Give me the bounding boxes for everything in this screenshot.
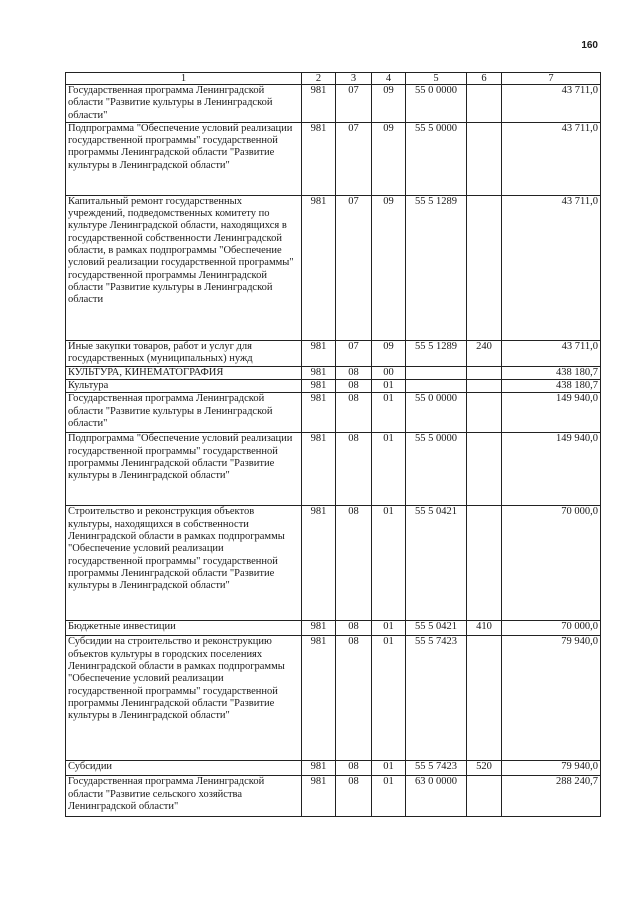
table-row [66, 621, 601, 636]
row-name: Государственная программа Ленинградской области "Развитие сельского хозяйства Ленинградской области" [66, 776, 302, 817]
cell-expense-type: 410 [467, 621, 502, 636]
cell-section: 08 [336, 776, 372, 817]
cell-amount: 70 000,0 [502, 621, 601, 636]
cell-target-item: 63 0 0000 [406, 776, 467, 817]
cell-expense-type [467, 85, 502, 123]
cell-expense-type [467, 380, 502, 393]
cell-expense-type [467, 636, 502, 761]
cell-amount: 438 180,7 [502, 366, 601, 379]
cell-subsection: 01 [372, 636, 406, 761]
cell-admin-code: 981 [302, 85, 336, 123]
cell-section: 07 [336, 122, 372, 195]
table-row [66, 122, 601, 195]
cell-target-item [406, 380, 467, 393]
cell-subsection: 09 [372, 122, 406, 195]
budget-table [65, 72, 601, 817]
cell-amount: 79 940,0 [502, 761, 601, 776]
cell-section: 07 [336, 195, 372, 340]
table-row [66, 761, 601, 776]
cell-subsection: 01 [372, 776, 406, 817]
cell-target-item: 55 5 0421 [406, 621, 467, 636]
cell-expense-type: 520 [467, 761, 502, 776]
cell-amount: 43 711,0 [502, 340, 601, 366]
cell-target-item: 55 5 7423 [406, 636, 467, 761]
cell-admin-code: 981 [302, 506, 336, 621]
table-row [66, 85, 601, 123]
row-name: Иные закупки товаров, работ и услуг для государственных (муниципальных) нужд [66, 340, 302, 366]
cell-subsection: 01 [372, 393, 406, 433]
table-row [66, 366, 601, 379]
header-cell: 2 [302, 73, 336, 85]
cell-admin-code: 981 [302, 340, 336, 366]
cell-admin-code: 981 [302, 621, 336, 636]
cell-section: 08 [336, 433, 372, 506]
table-row [66, 195, 601, 340]
cell-amount: 288 240,7 [502, 776, 601, 817]
row-name: Бюджетные инвестиции [66, 621, 302, 636]
cell-subsection: 09 [372, 340, 406, 366]
header-cell: 3 [336, 73, 372, 85]
cell-amount: 70 000,0 [502, 506, 601, 621]
cell-target-item: 55 0 0000 [406, 393, 467, 433]
page-number: 160 [581, 40, 598, 51]
row-name: Культура [66, 380, 302, 393]
cell-subsection: 09 [372, 195, 406, 340]
cell-amount: 43 711,0 [502, 195, 601, 340]
row-name: Подпрограмма "Обеспечение условий реализации государственной программы" государственной программы Ленинградской области "Развитие культуры в Ленинградской области" [66, 122, 302, 195]
table-row [66, 393, 601, 433]
cell-expense-type [467, 506, 502, 621]
cell-amount: 438 180,7 [502, 380, 601, 393]
cell-target-item: 55 5 1289 [406, 340, 467, 366]
table-row [66, 636, 601, 761]
cell-subsection: 01 [372, 506, 406, 621]
table-row [66, 433, 601, 506]
cell-target-item: 55 0 0000 [406, 85, 467, 123]
cell-section: 08 [336, 380, 372, 393]
cell-amount: 79 940,0 [502, 636, 601, 761]
cell-target-item [406, 366, 467, 379]
cell-admin-code: 981 [302, 636, 336, 761]
cell-target-item: 55 5 0000 [406, 433, 467, 506]
header-cell: 6 [467, 73, 502, 85]
cell-target-item: 55 5 1289 [406, 195, 467, 340]
cell-subsection: 01 [372, 761, 406, 776]
cell-admin-code: 981 [302, 761, 336, 776]
header-cell: 7 [502, 73, 601, 85]
cell-section: 08 [336, 366, 372, 379]
table-row [66, 776, 601, 817]
cell-amount: 43 711,0 [502, 122, 601, 195]
cell-section: 08 [336, 506, 372, 621]
row-name: Капитальный ремонт государственных учреждений, подведомственных комитету по культуре Ленинградской области, находящихся в государственной собственности Ленинградской области, в рамках подпрограммы "Обеспечение условий реализации государственной программы" государственной программы Ленинградской области "Развитие культуры в Ленинградской области [66, 195, 302, 340]
cell-expense-type [467, 366, 502, 379]
cell-target-item: 55 5 0421 [406, 506, 467, 621]
cell-expense-type [467, 393, 502, 433]
header-cell: 4 [372, 73, 406, 85]
cell-subsection: 00 [372, 366, 406, 379]
cell-target-item: 55 5 7423 [406, 761, 467, 776]
row-name: Государственная программа Ленинградской области "Развитие культуры в Ленинградской области" [66, 85, 302, 123]
cell-expense-type [467, 195, 502, 340]
header-cell: 5 [406, 73, 467, 85]
cell-admin-code: 981 [302, 195, 336, 340]
row-name: Государственная программа Ленинградской области "Развитие культуры в Ленинградской области" [66, 393, 302, 433]
table-row [66, 380, 601, 393]
row-name: Субсидии на строительство и реконструкцию объектов культуры в городских поселениях Ленинградской области в рамках подпрограммы "Обеспечение условий реализации государственной программы" государственной программы Ленинградской области "Развитие культуры в Ленинградской области" [66, 636, 302, 761]
table-row [66, 506, 601, 621]
cell-section: 07 [336, 85, 372, 123]
cell-amount: 43 711,0 [502, 85, 601, 123]
cell-admin-code: 981 [302, 433, 336, 506]
cell-section: 08 [336, 393, 372, 433]
cell-expense-type [467, 122, 502, 195]
cell-subsection: 09 [372, 85, 406, 123]
cell-section: 08 [336, 761, 372, 776]
cell-expense-type: 240 [467, 340, 502, 366]
cell-section: 08 [336, 621, 372, 636]
cell-amount: 149 940,0 [502, 393, 601, 433]
cell-subsection: 01 [372, 380, 406, 393]
cell-section: 08 [336, 636, 372, 761]
cell-admin-code: 981 [302, 380, 336, 393]
cell-amount: 149 940,0 [502, 433, 601, 506]
row-name: Подпрограмма "Обеспечение условий реализации государственной программы" государственной программы Ленинградской области "Развитие культуры в Ленинградской области" [66, 433, 302, 506]
row-name: Субсидии [66, 761, 302, 776]
cell-subsection: 01 [372, 621, 406, 636]
cell-subsection: 01 [372, 433, 406, 506]
cell-target-item: 55 5 0000 [406, 122, 467, 195]
cell-admin-code: 981 [302, 366, 336, 379]
table-header-row [66, 73, 601, 85]
row-name: КУЛЬТУРА, КИНЕМАТОГРАФИЯ [66, 366, 302, 379]
cell-expense-type [467, 433, 502, 506]
cell-admin-code: 981 [302, 776, 336, 817]
header-cell: 1 [66, 73, 302, 85]
cell-admin-code: 981 [302, 122, 336, 195]
cell-expense-type [467, 776, 502, 817]
table-row [66, 340, 601, 366]
cell-admin-code: 981 [302, 393, 336, 433]
cell-section: 07 [336, 340, 372, 366]
row-name: Строительство и реконструкция объектов культуры, находящихся в собственности Ленинградской области в рамках подпрограммы "Обеспечение условий реализации государственной программы" государственной программы Ленинградской области "Развитие культуры в Ленинградской области" [66, 506, 302, 621]
